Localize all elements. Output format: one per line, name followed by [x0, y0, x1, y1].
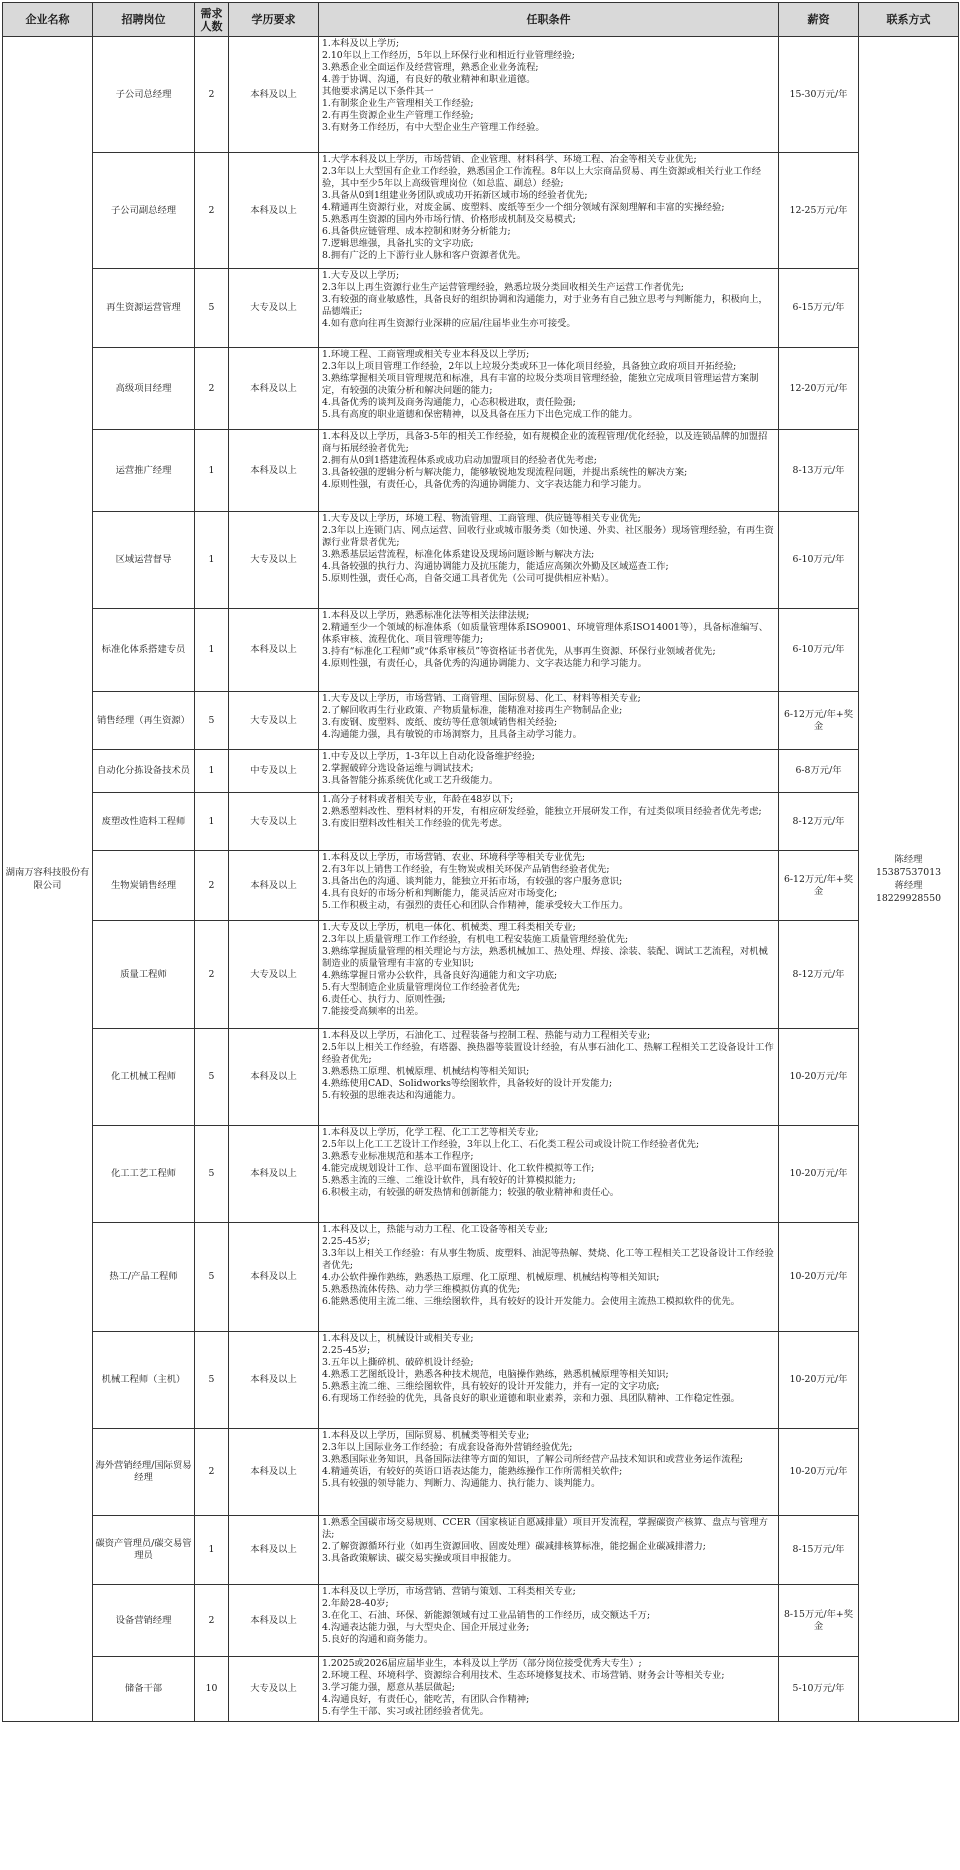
requirement-line: 7.逻辑思维强，具备扎实的文字功底;	[322, 238, 474, 249]
table-row	[3, 1657, 959, 1722]
count-cell: 2	[195, 1429, 229, 1516]
requirement-line: 2.3年以上再生资源行业生产运营管理经验，熟悉垃圾分类回收相关生产运营工作者优先;	[322, 282, 684, 293]
requirement-line: 1.本科及以上学历，市场营销、农业、环境科学等相关专业优先;	[322, 852, 586, 863]
position-cell: 生物炭销售经理	[93, 851, 195, 921]
recruitment-table	[2, 2, 959, 1722]
education-cell: 本科及以上	[229, 1429, 319, 1516]
salary-cell: 15-30万元/年	[779, 37, 859, 153]
requirements-cell	[319, 1516, 779, 1585]
count-cell: 5	[195, 1029, 229, 1126]
table-row	[3, 1029, 959, 1126]
requirement-line: 2.3年以上质量管理工作工作经验，有机电工程安装施工质量管理经验优先;	[322, 934, 629, 945]
table-row	[3, 1223, 959, 1332]
count-cell: 2	[195, 348, 229, 430]
requirements-cell	[319, 1126, 779, 1223]
salary-cell: 8-15万元/年	[779, 1516, 859, 1585]
requirement-line: 3.学习能力强，愿意从基层做起;	[322, 1682, 455, 1693]
position-cell: 销售经理（再生资源）	[93, 692, 195, 750]
requirements-cell	[319, 269, 779, 348]
requirement-line: 4.精通再生资源行业，对废金属、废塑料、废纸等至少一个细分领域有深刻理解和丰富的实操经验;	[322, 202, 725, 213]
table-row	[3, 750, 959, 793]
requirement-line: 1.高分子材料或者相关专业，年龄在48岁以下;	[322, 794, 514, 805]
table-row	[3, 348, 959, 430]
header-education: 学历要求	[229, 3, 319, 37]
requirement-line: 2.了解资源循环行业（如再生资源回收、固废处理）碳减排核算标准，能挖掘企业碳减排潜力;	[322, 1541, 706, 1552]
requirement-line: 3.熟悉国际业务知识，具备国际法律等方面的知识，了解公司所经营产品技术知识和或营业务运作流程;	[322, 1454, 744, 1465]
contact-line: 蒋经理	[894, 880, 923, 891]
requirement-line: 2.25-45岁;	[322, 1345, 371, 1356]
count-cell: 2	[195, 1585, 229, 1657]
requirement-line: 2.精通至少一个领域的标准体系（如质量管理体系ISO9001、环境管理体系ISO14001等），具备标准编写、体系审核、流程优化、项目管理等能力;	[322, 622, 769, 645]
education-cell: 本科及以上	[229, 430, 319, 512]
requirement-line: 3.具备较强的逻辑分析与解决能力，能够敏锐地发现流程问题，并提出系统性的解决方案;	[322, 467, 688, 478]
requirement-line: 3.3年以上相关工作经验：有从事生物质、废塑料、油泥等热解、焚烧、化工等工程相关工艺设备设计工作经验者优先;	[322, 1248, 774, 1271]
salary-cell: 10-20万元/年	[779, 1429, 859, 1516]
requirement-line: 4.具有良好的市场分析和判断能力，能灵活应对市场变化;	[322, 888, 558, 899]
requirements-cell	[319, 692, 779, 750]
requirement-line: 3.熟悉专业标准规范和基本工作程序;	[322, 1151, 474, 1162]
requirement-line: 1.大专及以上学历，市场营销、工商管理、国际贸易、化工、材料等相关专业;	[322, 693, 641, 704]
education-cell: 大专及以上	[229, 1657, 319, 1722]
requirements-cell	[319, 153, 779, 269]
requirement-line: 2.拥有从0到1搭建流程体系或成功启动加盟项目的经验者优先考虑;	[322, 455, 597, 466]
position-cell: 化工机械工程师	[93, 1029, 195, 1126]
count-cell: 5	[195, 1126, 229, 1223]
requirement-line: 5.工作积极主动，有强烈的责任心和团队合作精神，能承受较大工作压力。	[322, 900, 629, 911]
requirement-line: 3.熟悉基层运营流程，标准化体系建设及现场问题诊断与解决方法;	[322, 549, 595, 560]
requirement-line: 4.熟练使用CAD、Solidworks等绘图软件，具备较好的设计开发能力;	[322, 1078, 613, 1089]
requirement-line: 2.掌握破碎分选设备运维与调试技术;	[322, 763, 474, 774]
requirement-line: 1.大学本科及以上学历，市场营销、企业管理、材料科学、环境工程、冶金等相关专业优先;	[322, 154, 697, 165]
requirements-cell	[319, 512, 779, 609]
salary-cell: 10-20万元/年	[779, 1223, 859, 1332]
header-row	[3, 3, 959, 37]
requirement-line: 2.有再生资源企业生产管理工作经验;	[322, 110, 474, 121]
requirement-line: 4.具备优秀的谈判及商务沟通能力，心态积极进取，责任险强;	[322, 397, 576, 408]
requirement-line: 3.有废钢、废塑料、废纸、废纺等任意领域销售相关经验;	[322, 717, 558, 728]
count-cell: 5	[195, 692, 229, 750]
requirement-line: 5.有大型制造企业质量管理岗位工作经验者优先;	[322, 982, 520, 993]
position-cell: 设备营销经理	[93, 1585, 195, 1657]
requirements-cell	[319, 1332, 779, 1429]
requirement-line: 1.本科及以上，机械设计或相关专业;	[322, 1333, 474, 1344]
position-cell: 质量工程师	[93, 921, 195, 1029]
requirement-line: 4.办公软件操作熟练，熟悉热工原理、化工原理、机械原理、机械结构等相关知识;	[322, 1272, 660, 1283]
requirement-line: 3.具备从0到1组建业务团队或成功开拓新区域市场的经验者优先;	[322, 190, 588, 201]
position-cell: 化工工艺工程师	[93, 1126, 195, 1223]
requirements-cell	[319, 1429, 779, 1516]
requirement-line: 1.环境工程、工商管理或相关专业本科及以上学历;	[322, 349, 530, 360]
requirement-line: 2.5年以上相关工作经验，有塔器、换热器等装置设计经验，有从事石油化工、热解工程相关工艺设备设计工作经验者优先;	[322, 1042, 774, 1065]
education-cell: 本科及以上	[229, 348, 319, 430]
requirement-line: 1.大专及以上学历;	[322, 270, 400, 281]
requirements-cell	[319, 430, 779, 512]
salary-cell: 6-10万元/年	[779, 512, 859, 609]
requirement-line: 2.10年以上工作经历，5年以上环保行业和相近行业管理经验;	[322, 50, 575, 61]
salary-cell: 8-12万元/年	[779, 793, 859, 851]
requirement-line: 4.熟悉工艺图纸设计，熟悉各种技术规范，电脑操作熟练，熟悉机械原理等相关知识;	[322, 1369, 669, 1380]
requirement-line: 4.熟练掌握日常办公软件，具备良好沟通能力和文字功底;	[322, 970, 558, 981]
contact-cell	[859, 37, 959, 1722]
salary-cell: 6-10万元/年	[779, 609, 859, 692]
requirement-line: 3.在化工、石油、环保、新能源领域有过工业品销售的工作经历，成交额达千万;	[322, 1610, 651, 1621]
count-cell: 1	[195, 430, 229, 512]
requirement-line: 1.本科及以上学历，国际贸易、机械类等相关专业;	[322, 1430, 530, 1441]
table-row	[3, 609, 959, 692]
requirement-line: 2.熟悉塑料改性、塑料材料的开发，有相应研发经验，能独立开展研发工作，有过类似项目经验者优先考虑;	[322, 806, 762, 817]
requirement-line: 4.原则性强，有责任心，具备优秀的沟通协调能力、文字表达能力和学习能力。	[322, 658, 647, 669]
requirement-line: 1.本科及以上学历，石油化工、过程装备与控制工程、热能与动力工程相关专业;	[322, 1030, 651, 1041]
salary-cell: 12-20万元/年	[779, 348, 859, 430]
requirement-line: 4.沟通良好，有责任心，能吃苦，有团队合作精神;	[322, 1694, 530, 1705]
requirement-line: 5.熟悉热流体传热、动力学三维模拟仿真的优先;	[322, 1284, 520, 1295]
position-cell: 运营推广经理	[93, 430, 195, 512]
requirement-line: 7.能接受高频率的出差。	[322, 1006, 424, 1017]
requirement-line: 5.原则性强，责任心高，自备交通工具者优先（公司可提供相应补贴）。	[322, 573, 615, 584]
salary-cell: 6-12万元/年+奖金	[779, 692, 859, 750]
count-cell: 2	[195, 153, 229, 269]
requirement-line: 4.具备较强的执行力、沟通协调能力及抗压能力，能适应高频次外勤及区域巡查工作;	[322, 561, 669, 572]
requirement-line: 6.具备供应链管理、成本控制和财务分析能力;	[322, 226, 511, 237]
count-cell: 5	[195, 1223, 229, 1332]
count-cell: 1	[195, 512, 229, 609]
requirement-line: 5.熟悉主流的三维、二维设计软件，具有较好的计算模拟能力;	[322, 1175, 576, 1186]
table-row	[3, 512, 959, 609]
requirement-line: 6.能熟悉使用主流二维、三维绘图软件，具有较好的设计开发能力。会使用主流热工模拟软件的优先。	[322, 1296, 740, 1307]
header-contact: 联系方式	[859, 3, 959, 37]
requirement-line: 4.如有意向往再生资源行业深耕的应届/往届毕业生亦可接受。	[322, 318, 576, 329]
requirement-line: 2.25-45岁;	[322, 1236, 371, 1247]
table-row	[3, 692, 959, 750]
education-cell: 大专及以上	[229, 793, 319, 851]
salary-cell: 6-12万元/年+奖金	[779, 851, 859, 921]
requirement-line: 2.环境工程、环境科学、资源综合利用技术、生态环境修复技术、市场营销、财务会计等相关专业;	[322, 1670, 725, 1681]
requirements-cell	[319, 1029, 779, 1126]
education-cell: 大专及以上	[229, 921, 319, 1029]
requirements-cell	[319, 793, 779, 851]
position-cell: 子公司总经理	[93, 37, 195, 153]
requirement-line: 5.具有较强的领导能力、判断力、沟通能力、执行能力、谈判能力。	[322, 1478, 601, 1489]
requirement-line: 3.具备出色的沟通、谈判能力，能独立开拓市场，有较强的客户服务意识;	[322, 876, 623, 887]
table-row	[3, 37, 959, 153]
requirement-line: 1.熟悉全国碳市场交易规则、CCER（国家核证自愿减排量）项目开发流程，掌握碳资产核算、盘点与管理方法;	[322, 1517, 768, 1540]
requirement-line: 4.沟通表达能力强，与大型央企、国企开展过业务;	[322, 1622, 530, 1633]
requirement-line: 1.本科及以上学历，化学工程、化工工艺等相关专业;	[322, 1127, 539, 1138]
contact-line: 18229928550	[875, 893, 942, 904]
requirement-line: 3.熟悉热工原理、机械原理、机械结构等相关知识;	[322, 1066, 530, 1077]
education-cell: 本科及以上	[229, 37, 319, 153]
requirement-line: 1.本科及以上，热能与动力工程、化工设备等相关专业;	[322, 1224, 548, 1235]
requirement-line: 3.有财务工作经历，有中大型企业生产管理工作经验。	[322, 122, 545, 133]
count-cell: 5	[195, 269, 229, 348]
requirement-line: 1.本科及以上学历，市场营销、营销与策划、工科类相关专业;	[322, 1586, 576, 1597]
salary-cell: 5-10万元/年	[779, 1657, 859, 1722]
requirement-line: 1.2025或2026届应届毕业生，本科及以上学历（部分岗位接受优秀大专生）;	[322, 1658, 642, 1669]
requirement-line: 1.中专及以上学历，1-3年以上自动化设备维护经验;	[322, 751, 535, 762]
requirement-line: 1.本科及以上学历，具备3-5年的相关工作经验，如有规模企业的流程管理/优化经验，以及连锁品牌的加盟招商与拓展经验者优先;	[322, 431, 768, 454]
table-row	[3, 1332, 959, 1429]
position-cell: 碳资产管理员/碳交易管理员	[93, 1516, 195, 1585]
company-name: 湖南万容科技股份有限公司	[3, 37, 93, 1722]
requirement-line: 6.积极主动，有较强的研发热情和创新能力；较强的敬业精神和责任心。	[322, 1187, 620, 1198]
contact-line: 陈经理	[894, 854, 923, 865]
education-cell: 本科及以上	[229, 1126, 319, 1223]
salary-cell: 8-13万元/年	[779, 430, 859, 512]
requirement-line: 3.有较强的商业敏感性，具备良好的组织协调和沟通能力，对于业务有自己独立思考与判断能力，积极向上，品德端正;	[322, 294, 768, 317]
requirements-cell	[319, 37, 779, 153]
count-cell: 1	[195, 1516, 229, 1585]
requirement-line: 2.5年以上化工工艺设计工作经验，3年以上化工、石化类工程公司或设计院工作经验者优先;	[322, 1139, 700, 1150]
requirement-line: 5.具有高度的职业道德和保密精神，以及具备在压力下出色完成工作的能力。	[322, 409, 638, 420]
requirement-line: 2.3年以上项目管理工作经验，2年以上垃圾分类或环卫一体化项目经验，具备独立政府项目开拓经验;	[322, 361, 737, 372]
count-cell: 2	[195, 37, 229, 153]
requirements-cell	[319, 1657, 779, 1722]
requirement-line: 2.3年以上大型国有企业工作经验，熟悉国企工作流程。8年以上大宗商品贸易、再生资源或相关行业工作经验，其中至少5年以上高级管理岗位（如总监、副总）经验;	[322, 166, 762, 189]
table-row	[3, 1126, 959, 1223]
position-cell: 高级项目经理	[93, 348, 195, 430]
requirement-line: 6.有现场工作经验的优先，具备良好的职业道德和职业素养，亲和力强、具团队精神、工作稳定性强。	[322, 1393, 740, 1404]
education-cell: 大专及以上	[229, 512, 319, 609]
table-row	[3, 1516, 959, 1585]
requirement-line: 5.良好的沟通和商务能力。	[322, 1634, 434, 1645]
education-cell: 本科及以上	[229, 1585, 319, 1657]
requirements-cell	[319, 851, 779, 921]
requirement-line: 2.有3年以上销售工作经验，有生物炭或相关环保产品销售经验者优先;	[322, 864, 610, 875]
requirement-line: 1.有制浆企业生产管理相关工作经验;	[322, 98, 474, 109]
position-cell: 再生资源运营管理	[93, 269, 195, 348]
education-cell: 本科及以上	[229, 1029, 319, 1126]
requirement-line: 5.有较强的思维表达和沟通能力。	[322, 1090, 462, 1101]
requirement-line: 2.了解回收再生行业政策、产物质量标准，能精准对接再生产物制品企业;	[322, 705, 623, 716]
requirement-line: 5.有学生干部、实习或社团经验者优先。	[322, 1706, 489, 1717]
header-salary: 薪资	[779, 3, 859, 37]
requirement-line: 1.大专及以上学历，环境工程、物流管理、工商管理、供应链等相关专业优先;	[322, 513, 641, 524]
salary-cell: 6-15万元/年	[779, 269, 859, 348]
education-cell: 本科及以上	[229, 1223, 319, 1332]
requirement-line: 3.熟悉企业全面运作及经营管理，熟悉企业业务流程;	[322, 62, 539, 73]
salary-cell: 6-8万元/年	[779, 750, 859, 793]
education-cell: 本科及以上	[229, 1332, 319, 1429]
salary-cell: 10-20万元/年	[779, 1332, 859, 1429]
position-cell: 区域运营督导	[93, 512, 195, 609]
table-row	[3, 430, 959, 512]
requirement-line: 4.善于协调、沟通，有良好的敬业精神和职业道德。	[322, 74, 536, 85]
requirements-cell	[319, 1585, 779, 1657]
requirement-line: 3.五年以上撕碎机、破碎机设计经验;	[322, 1357, 474, 1368]
count-cell: 2	[195, 851, 229, 921]
position-cell: 子公司副总经理	[93, 153, 195, 269]
count-cell: 10	[195, 1657, 229, 1722]
header-position: 招聘岗位	[93, 3, 195, 37]
table-row	[3, 851, 959, 921]
requirement-line: 3.具备智能分拣系统优化或工艺升级能力。	[322, 775, 499, 786]
requirement-line: 4.原则性强，有责任心，具备优秀的沟通协调能力、文字表达能力和学习能力。	[322, 479, 647, 490]
education-cell: 本科及以上	[229, 1516, 319, 1585]
contact-line: 15387537013	[875, 867, 942, 878]
requirement-line: 1.本科及以上学历;	[322, 38, 400, 49]
requirements-cell	[319, 609, 779, 692]
requirement-line: 6.责任心、执行力、原则性强;	[322, 994, 446, 1005]
requirement-line: 5.熟悉再生资源的国内外市场行情、价格形成机制及交易模式;	[322, 214, 576, 225]
requirement-line: 1.本科及以上学历，熟悉标准化法等相关法律法规;	[322, 610, 530, 621]
requirements-cell	[319, 348, 779, 430]
count-cell: 5	[195, 1332, 229, 1429]
education-cell: 大专及以上	[229, 269, 319, 348]
count-cell: 1	[195, 793, 229, 851]
requirement-line: 其他要求满足以下条件其一	[322, 86, 434, 97]
requirement-line: 4.能完成规划设计工作、总平面布置图设计、化工软件模拟等工作;	[322, 1163, 595, 1174]
header-count: 需求 人数	[195, 3, 229, 37]
requirement-line: 2.年龄28-40岁;	[322, 1598, 389, 1609]
table-row	[3, 1585, 959, 1657]
table-row	[3, 269, 959, 348]
requirement-line: 2.3年以上国际业务工作经验；有成套设备海外营销经验优先;	[322, 1442, 573, 1453]
education-cell: 中专及以上	[229, 750, 319, 793]
table-row	[3, 921, 959, 1029]
position-cell: 海外营销经理/国际贸易经理	[93, 1429, 195, 1516]
position-cell: 储备干部	[93, 1657, 195, 1722]
education-cell: 大专及以上	[229, 692, 319, 750]
requirements-cell	[319, 750, 779, 793]
table-row	[3, 153, 959, 269]
position-cell: 标准化体系搭建专员	[93, 609, 195, 692]
education-cell: 本科及以上	[229, 851, 319, 921]
education-cell: 本科及以上	[229, 153, 319, 269]
position-cell: 废塑改性造料工程师	[93, 793, 195, 851]
requirement-line: 3.具备政策解读、碳交易实操或项目申报能力。	[322, 1553, 517, 1564]
count-cell: 1	[195, 750, 229, 793]
requirement-line: 3.持有“标准化工程师”或“体系审核员”等资格证书者优先，从事再生资源、环保行业领域者优先;	[322, 646, 716, 657]
position-cell: 自动化分拣设备技术员	[93, 750, 195, 793]
salary-cell: 8-12万元/年	[779, 921, 859, 1029]
position-cell: 机械工程师（主机）	[93, 1332, 195, 1429]
requirement-line: 2.3年以上连锁门店、网点运营、回收行业或城市服务类（如快递、外卖、社区服务）现场管理经验，有再生资源行业背景者优先;	[322, 525, 774, 548]
requirement-line: 1.大专及以上学历，机电一体化、机械类、理工科类相关专业;	[322, 922, 576, 933]
count-cell: 2	[195, 921, 229, 1029]
count-cell: 1	[195, 609, 229, 692]
table-row	[3, 793, 959, 851]
requirement-line: 3.熟练掌握相关项目管理规范和标准，具有丰富的垃圾分类项目管理经验，能独立完成项目管理运营方案制定，有较强的决策分析和解决问题的能力;	[322, 373, 759, 396]
header-company: 企业名称	[3, 3, 93, 37]
salary-cell: 10-20万元/年	[779, 1126, 859, 1223]
education-cell: 本科及以上	[229, 609, 319, 692]
requirements-cell	[319, 921, 779, 1029]
requirement-line: 4.精通英语，有较好的英语口语表达能力，能熟练操作工作所需相关软件;	[322, 1466, 623, 1477]
requirement-line: 3.有废旧塑料改性相关工作经验的优先考虑。	[322, 818, 508, 829]
requirements-cell	[319, 1223, 779, 1332]
requirement-line: 8.拥有广泛的上下游行业人脉和客户资源者优先。	[322, 250, 527, 261]
salary-cell: 10-20万元/年	[779, 1029, 859, 1126]
requirement-line: 5.熟悉主流二维、三维绘图软件，具有较好的设计开发能力，并有一定的文字功底;	[322, 1381, 660, 1392]
header-requirements: 任职条件	[319, 3, 779, 37]
table-row	[3, 1429, 959, 1516]
requirement-line: 4.沟通能力强，具有敏锐的市场洞察力，且具备主动学习能力。	[322, 729, 582, 740]
salary-cell: 8-15万元/年+奖金	[779, 1585, 859, 1657]
salary-cell: 12-25万元/年	[779, 153, 859, 269]
requirement-line: 3.熟练掌握质量管理的相关理论与方法，熟悉机械加工、热处理、焊接、涂装、装配、调试工艺流程，对机械制造业的质量管理有丰富的专业知识;	[322, 946, 768, 969]
position-cell: 热工/产品工程师	[93, 1223, 195, 1332]
